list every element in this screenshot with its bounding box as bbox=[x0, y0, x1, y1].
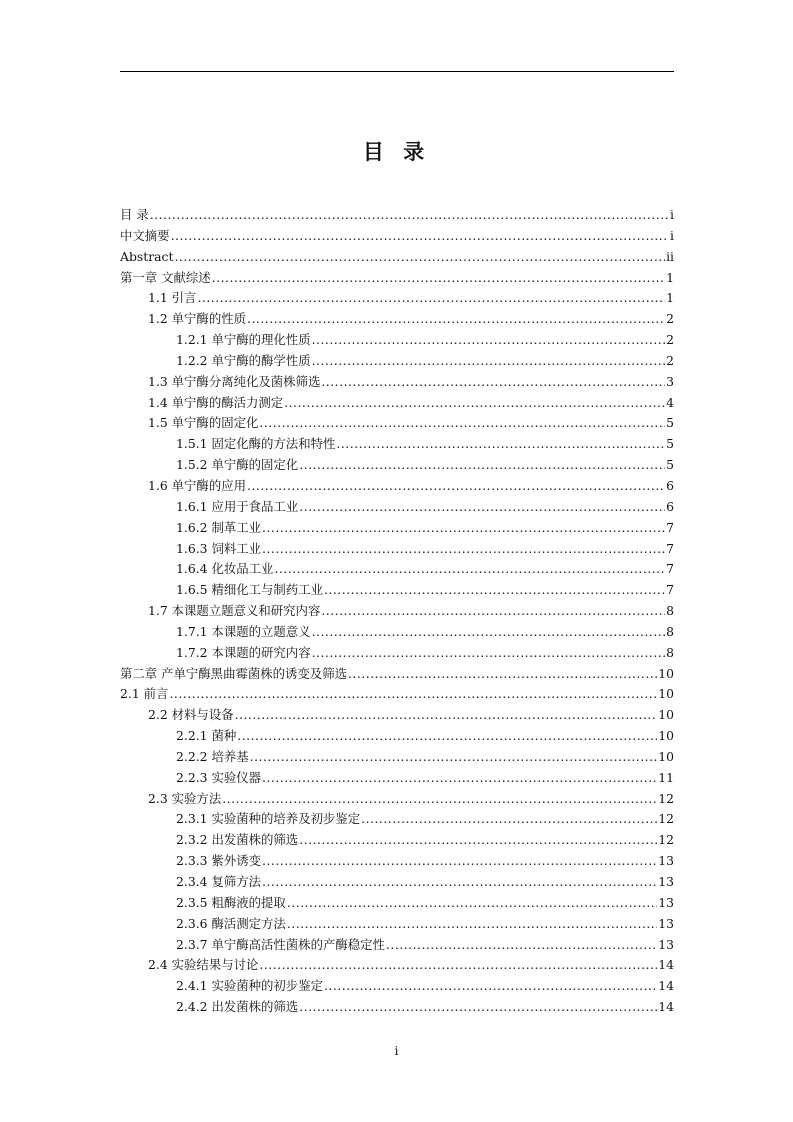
toc-entry-label: 第一章 文献综述 bbox=[120, 269, 211, 285]
toc-entry-label: 1.2 单宁酶的性质 bbox=[148, 311, 246, 327]
dot-leader bbox=[299, 997, 657, 1018]
toc-entry[interactable] bbox=[120, 309, 674, 330]
dot-leader bbox=[361, 809, 657, 830]
toc-entry-page: 10 bbox=[658, 686, 674, 702]
dot-leader bbox=[262, 518, 665, 539]
toc-entry-label: 2.1 前言 bbox=[120, 686, 169, 702]
dot-leader bbox=[262, 872, 657, 893]
dot-leader bbox=[284, 393, 665, 414]
toc-entry[interactable] bbox=[120, 393, 674, 414]
toc-entry-page: 6 bbox=[666, 477, 674, 493]
toc-entry-label: 1.7.2 本课题的研究内容 bbox=[176, 644, 311, 660]
toc-entry[interactable] bbox=[120, 539, 674, 560]
toc-entry-page: 7 bbox=[666, 561, 674, 577]
toc-entry-label: 2.4.2 出发菌株的筛选 bbox=[176, 999, 299, 1015]
toc-entry[interactable] bbox=[120, 372, 674, 393]
toc-entry-page: 13 bbox=[658, 853, 674, 869]
toc-entry[interactable] bbox=[120, 830, 674, 851]
dot-leader bbox=[274, 559, 665, 580]
toc-entry-page: 13 bbox=[658, 915, 674, 931]
toc-entry-page: 6 bbox=[666, 498, 674, 514]
toc-entry-page: 2 bbox=[666, 332, 674, 348]
toc-entry-page: 7 bbox=[666, 540, 674, 556]
dot-leader bbox=[262, 768, 657, 789]
toc-entry-page: i bbox=[670, 207, 674, 222]
toc-entry-label: 目 录 bbox=[120, 207, 149, 222]
toc-entry-page: 12 bbox=[658, 811, 674, 827]
dot-leader bbox=[299, 455, 665, 476]
dot-leader bbox=[312, 330, 666, 351]
dot-leader bbox=[197, 288, 665, 309]
toc-entry[interactable] bbox=[120, 976, 674, 997]
toc-entry-page: 5 bbox=[666, 415, 674, 431]
toc-entry-label: 2.3.6 酶活测定方法 bbox=[176, 915, 286, 931]
toc-entry[interactable] bbox=[120, 247, 674, 268]
dot-leader bbox=[262, 539, 665, 560]
page-title: 目 录 bbox=[362, 139, 431, 164]
toc-entry-page: 8 bbox=[666, 644, 674, 660]
toc-entry[interactable] bbox=[120, 768, 674, 789]
toc-entry-page: 14 bbox=[658, 999, 674, 1015]
toc-entry-label: Abstract bbox=[120, 248, 174, 264]
toc-entry-page: 2 bbox=[666, 311, 674, 327]
toc-entry-label: 1.6 单宁酶的应用 bbox=[148, 477, 246, 493]
toc-entry-label: 1.5 单宁酶的固定化 bbox=[148, 415, 259, 431]
table-of-contents bbox=[120, 205, 674, 1018]
toc-entry-label: 1.6.3 饲料工业 bbox=[176, 540, 262, 556]
toc-entry-label: 1.4 单宁酶的酶活力测定 bbox=[148, 394, 284, 410]
toc-entry[interactable] bbox=[120, 205, 674, 226]
toc-entry[interactable] bbox=[120, 684, 674, 705]
toc-entry[interactable] bbox=[120, 268, 674, 289]
dot-leader bbox=[312, 351, 666, 372]
toc-entry[interactable] bbox=[120, 809, 674, 830]
toc-entry-label: 1.7 本课题立题意义和研究内容 bbox=[148, 603, 321, 619]
toc-entry-label: 1.6.5 精细化工与制药工业 bbox=[176, 582, 323, 598]
toc-entry[interactable] bbox=[120, 580, 674, 601]
toc-entry-label: 2.3.2 出发菌株的筛选 bbox=[176, 832, 299, 848]
toc-entry-page: 12 bbox=[658, 790, 674, 806]
dot-leader bbox=[247, 476, 665, 497]
toc-entry-label: 1.3 单宁酶分离纯化及菌株筛选 bbox=[148, 373, 321, 389]
toc-entry[interactable] bbox=[120, 914, 674, 935]
toc-entry-page: 8 bbox=[666, 603, 674, 619]
toc-entry-page: 14 bbox=[658, 978, 674, 994]
dot-leader bbox=[321, 372, 665, 393]
toc-entry-page: ii bbox=[666, 248, 674, 264]
toc-entry-page: 14 bbox=[658, 957, 674, 973]
toc-entry-page: 4 bbox=[666, 394, 674, 410]
toc-entry[interactable] bbox=[120, 330, 674, 351]
dot-leader bbox=[287, 914, 657, 935]
toc-entry-page: 13 bbox=[658, 874, 674, 889]
toc-entry-page: i bbox=[670, 227, 674, 243]
toc-entry[interactable] bbox=[120, 893, 674, 914]
toc-entry[interactable] bbox=[120, 497, 674, 518]
toc-entry-label: 2.2.1 菌种 bbox=[176, 728, 237, 744]
toc-entry-label: 2.3.7 单宁酶高活性菌株的产酶稳定性 bbox=[176, 936, 385, 952]
toc-entry-page: 8 bbox=[666, 623, 674, 639]
toc-entry[interactable] bbox=[120, 559, 674, 580]
toc-entry-page: 5 bbox=[666, 436, 674, 452]
toc-entry-label: 1.6.2 制革工业 bbox=[176, 519, 262, 535]
toc-entry-page: 1 bbox=[666, 290, 674, 306]
dot-leader bbox=[299, 497, 665, 518]
toc-entry-page: 10 bbox=[658, 665, 674, 681]
dot-leader bbox=[174, 247, 665, 268]
toc-entry[interactable] bbox=[120, 705, 674, 726]
toc-entry[interactable] bbox=[120, 643, 674, 664]
dot-leader bbox=[259, 955, 657, 976]
dot-leader bbox=[247, 309, 665, 330]
dot-leader bbox=[321, 601, 665, 622]
toc-entry-label: 1.5.1 固定化酶的方法和特性 bbox=[176, 436, 336, 452]
toc-entry-label: 1.2.2 单宁酶的酶学性质 bbox=[176, 352, 311, 368]
dot-leader bbox=[324, 580, 665, 601]
dot-leader bbox=[312, 643, 666, 664]
dot-leader bbox=[171, 226, 669, 247]
toc-entry-page: 10 bbox=[658, 748, 674, 764]
toc-entry-page: 7 bbox=[666, 582, 674, 598]
toc-entry-label: 2.3.1 实验菌种的培养及初步鉴定 bbox=[176, 811, 361, 827]
toc-entry-label: 1.6.1 应用于食品工业 bbox=[176, 498, 299, 514]
dot-leader bbox=[348, 664, 657, 685]
toc-entry-page: 5 bbox=[666, 457, 674, 473]
toc-entry-label: 中文摘要 bbox=[120, 227, 170, 243]
toc-entry[interactable] bbox=[120, 955, 674, 976]
dot-leader bbox=[312, 622, 666, 643]
toc-entry-label: 2.2.3 实验仪器 bbox=[176, 769, 262, 785]
dot-leader bbox=[262, 851, 657, 872]
dot-leader bbox=[386, 935, 657, 956]
toc-entry[interactable] bbox=[120, 872, 674, 893]
toc-entry-label: 1.2.1 单宁酶的理化性质 bbox=[176, 332, 311, 348]
toc-entry-label: 2.3.5 粗酶液的提取 bbox=[176, 894, 286, 910]
toc-entry-label: 2.3 实验方法 bbox=[148, 790, 222, 806]
toc-entry[interactable] bbox=[120, 622, 674, 643]
toc-entry[interactable] bbox=[120, 226, 674, 247]
dot-leader bbox=[212, 268, 665, 289]
toc-entry[interactable] bbox=[120, 664, 674, 685]
dot-leader bbox=[259, 413, 665, 434]
dot-leader bbox=[150, 205, 669, 226]
toc-entry-page: 12 bbox=[658, 832, 674, 848]
header-rule bbox=[120, 71, 674, 72]
toc-entry-label: 2.2.2 培养基 bbox=[176, 748, 249, 764]
toc-entry[interactable] bbox=[120, 601, 674, 622]
toc-entry[interactable] bbox=[120, 747, 674, 768]
toc-entry-page: 11 bbox=[658, 769, 674, 785]
toc-entry-page: 10 bbox=[658, 707, 674, 723]
toc-entry[interactable] bbox=[120, 851, 674, 872]
toc-entry-label: 2.2 材料与设备 bbox=[148, 707, 234, 723]
toc-entry-page: 2 bbox=[666, 352, 674, 368]
toc-entry[interactable] bbox=[120, 476, 674, 497]
dot-leader bbox=[235, 705, 658, 726]
dot-leader bbox=[299, 830, 657, 851]
toc-entry-page: 13 bbox=[658, 894, 674, 910]
toc-entry-page: 3 bbox=[666, 373, 674, 389]
toc-entry-label: 第二章 产单宁酶黑曲霉菌株的诱变及筛选 bbox=[120, 665, 347, 681]
toc-entry-label: 1.6.4 化妆品工业 bbox=[176, 561, 274, 577]
toc-entry-label: 2.4.1 实验菌种的初步鉴定 bbox=[176, 978, 323, 994]
toc-entry[interactable] bbox=[120, 518, 674, 539]
toc-entry-label: 2.4 实验结果与讨论 bbox=[148, 957, 259, 973]
toc-entry-label: 1.7.1 本课题的立题意义 bbox=[176, 623, 311, 639]
toc-entry-page: 7 bbox=[666, 519, 674, 535]
toc-entry[interactable] bbox=[120, 997, 674, 1018]
dot-leader bbox=[237, 726, 657, 747]
dot-leader bbox=[287, 893, 657, 914]
toc-entry-page: 1 bbox=[666, 269, 674, 285]
toc-entry[interactable] bbox=[120, 288, 674, 309]
toc-entry-label: 2.3.4 复筛方法 bbox=[176, 874, 262, 889]
page-number: i bbox=[394, 1044, 399, 1058]
toc-entry[interactable] bbox=[120, 455, 674, 476]
dot-leader bbox=[324, 976, 657, 997]
toc-entry-label: 2.3.3 紫外诱变 bbox=[176, 853, 262, 869]
toc-entry-page: 13 bbox=[658, 936, 674, 952]
dot-leader bbox=[250, 747, 658, 768]
dot-leader bbox=[222, 789, 657, 810]
toc-entry-page: 10 bbox=[658, 728, 674, 744]
toc-entry[interactable] bbox=[120, 413, 674, 434]
toc-entry[interactable] bbox=[120, 789, 674, 810]
toc-entry[interactable] bbox=[120, 726, 674, 747]
toc-entry[interactable] bbox=[120, 434, 674, 455]
dot-leader bbox=[169, 684, 657, 705]
toc-entry[interactable] bbox=[120, 351, 674, 372]
toc-entry-label: 1.1 引言 bbox=[148, 290, 197, 306]
dot-leader bbox=[336, 434, 665, 455]
toc-entry-label: 1.5.2 单宁酶的固定化 bbox=[176, 457, 299, 473]
toc-entry[interactable] bbox=[120, 935, 674, 956]
